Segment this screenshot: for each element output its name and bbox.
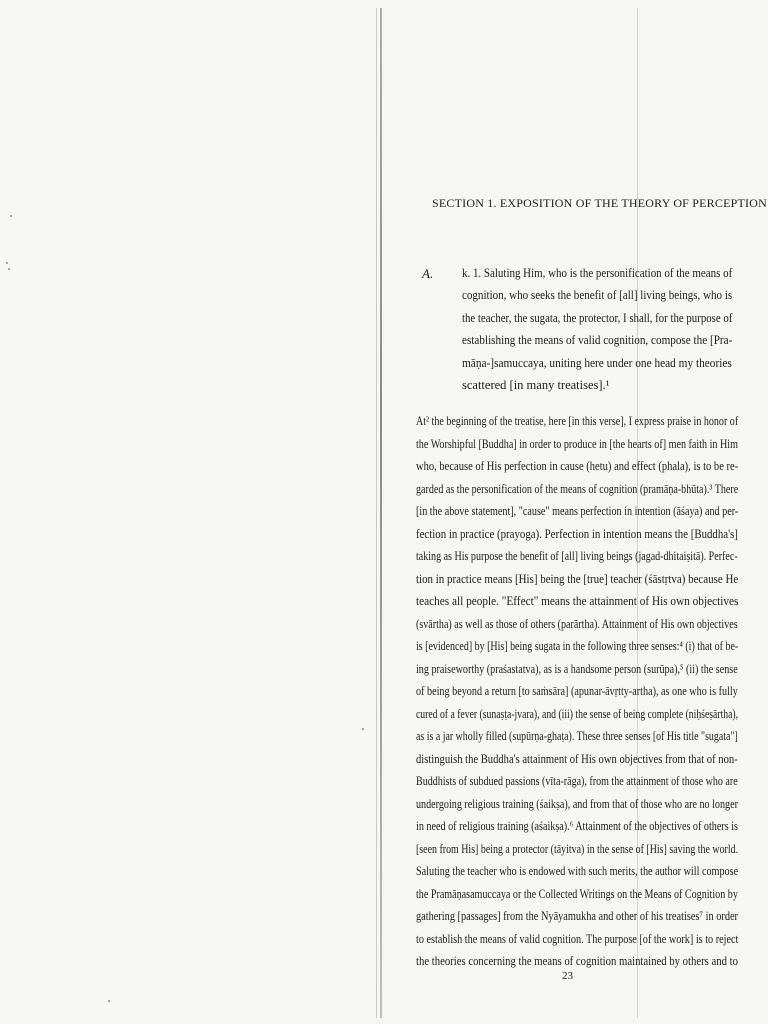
text-line: who, because of His perfection in cause (hetu) and effect (phala), is to be re- [416,459,739,473]
verse-line: the teacher, the sugata, the protector, I shall, for the purpose of [462,310,733,325]
text-line: [in the above statement], "cause" means perfection in intention (āśaya) and per- [416,504,739,518]
text-line: the theories concerning the means of cognition maintained by others and to [416,954,738,968]
text-line: gathering [passages] from the Nyāyamukha and other of his treatises⁷ in order [416,909,738,923]
commentary-text [416,410,738,973]
verse-line: k. 1. Saluting Him, who is the personification of the means of [462,266,733,280]
book-gutter-shadow [376,8,377,1018]
text-line: to establish the means of valid cognition. The purpose [of the work] is to reject [416,931,739,946]
text-line: Buddhists of subdued passions (vīta-rāga), from the attainment of those who are [416,774,738,788]
text-line: garded as the personification of the means of cognition (pramāṇa-bhūta).³ There [416,481,739,496]
text-line: in need of religious training (aśaikṣa).⁶ Attainment of the objectives of others is [416,819,738,833]
text-line: ing praiseworthy (praśastatva), as is a handsome person (surūpa),⁵ (ii) the sense [416,661,738,676]
text-line: At² the beginning of the treatise, here [in this verse], I express praise in honor of [416,414,739,428]
page-number: 23 [562,970,573,982]
text-line: cured of a fever (sunaṣṭa-jvara), and (iii) the sense of being complete (niḥśeṣārtha), [416,706,739,721]
verse-line: māṇa-]samuccaya, uniting here under one head my theories [462,355,732,370]
text-line: (svārtha) as well as those of others (parārtha). Attainment of His own objectives [416,616,738,631]
verse-line: establishing the means of valid cognition, compose the [Pra- [462,333,733,348]
verse-label: A. [422,266,434,281]
text-line: the Worshipful [Buddha] in order to produce in [the hearts of] men faith in Him [416,436,738,451]
section-heading: SECTION 1. EXPOSITION OF THE THEORY OF PERCEPTION [432,196,767,210]
text-line: undergoing religious training (śaikṣa), and from that of those who are no longer [416,796,738,811]
verse-line: cognition, who seeks the benefit of [all] living beings, who is [462,288,733,303]
text-line: tion in practice means [His] being the [true] teacher (śāstṛtva) because He [416,571,739,586]
scan-speck [108,1000,110,1002]
scan-speck [10,215,12,217]
scan-speck [362,728,364,730]
book-gutter [380,8,382,1018]
text-line: fection in practice (prayoga). Perfection in intention means the [Buddha's] [416,526,738,541]
verse-line: scattered [in many treatises].¹ [462,378,610,393]
scan-speck [8,268,10,270]
text-line: as is a jar wholly filled (supūrṇa-ghaṭa). These three senses [of His title "sugata"] [416,729,738,743]
verse-block [462,262,732,396]
text-line: taking as His purpose the benefit of [all] living beings (jagad-dhitaiṣitā). Perfec- [416,549,738,563]
text-line: [seen from His] being a protector (tāyitva) in the sense of [His] saving the world. [416,841,739,856]
text-line: of being beyond a return [to saṁsāra] (apunar-āvṛtty-artha), as one who is fully [416,684,738,698]
text-line: the Pramāṇasamuccaya or the Collected Writings on the Means of Cognition by [416,886,738,901]
scan-speck [6,262,8,264]
text-line: teaches all people. "Effect" means the attainment of His own objectives [416,594,739,608]
text-line: Saluting the teacher who is endowed with such merits, the author will compose [416,864,739,878]
text-line: is [evidenced] by [His] being sugata in the following three senses:⁴ (i) that of be- [416,639,739,653]
text-line: distinguish the Buddha's attainment of His own objectives from that of non- [416,751,738,766]
